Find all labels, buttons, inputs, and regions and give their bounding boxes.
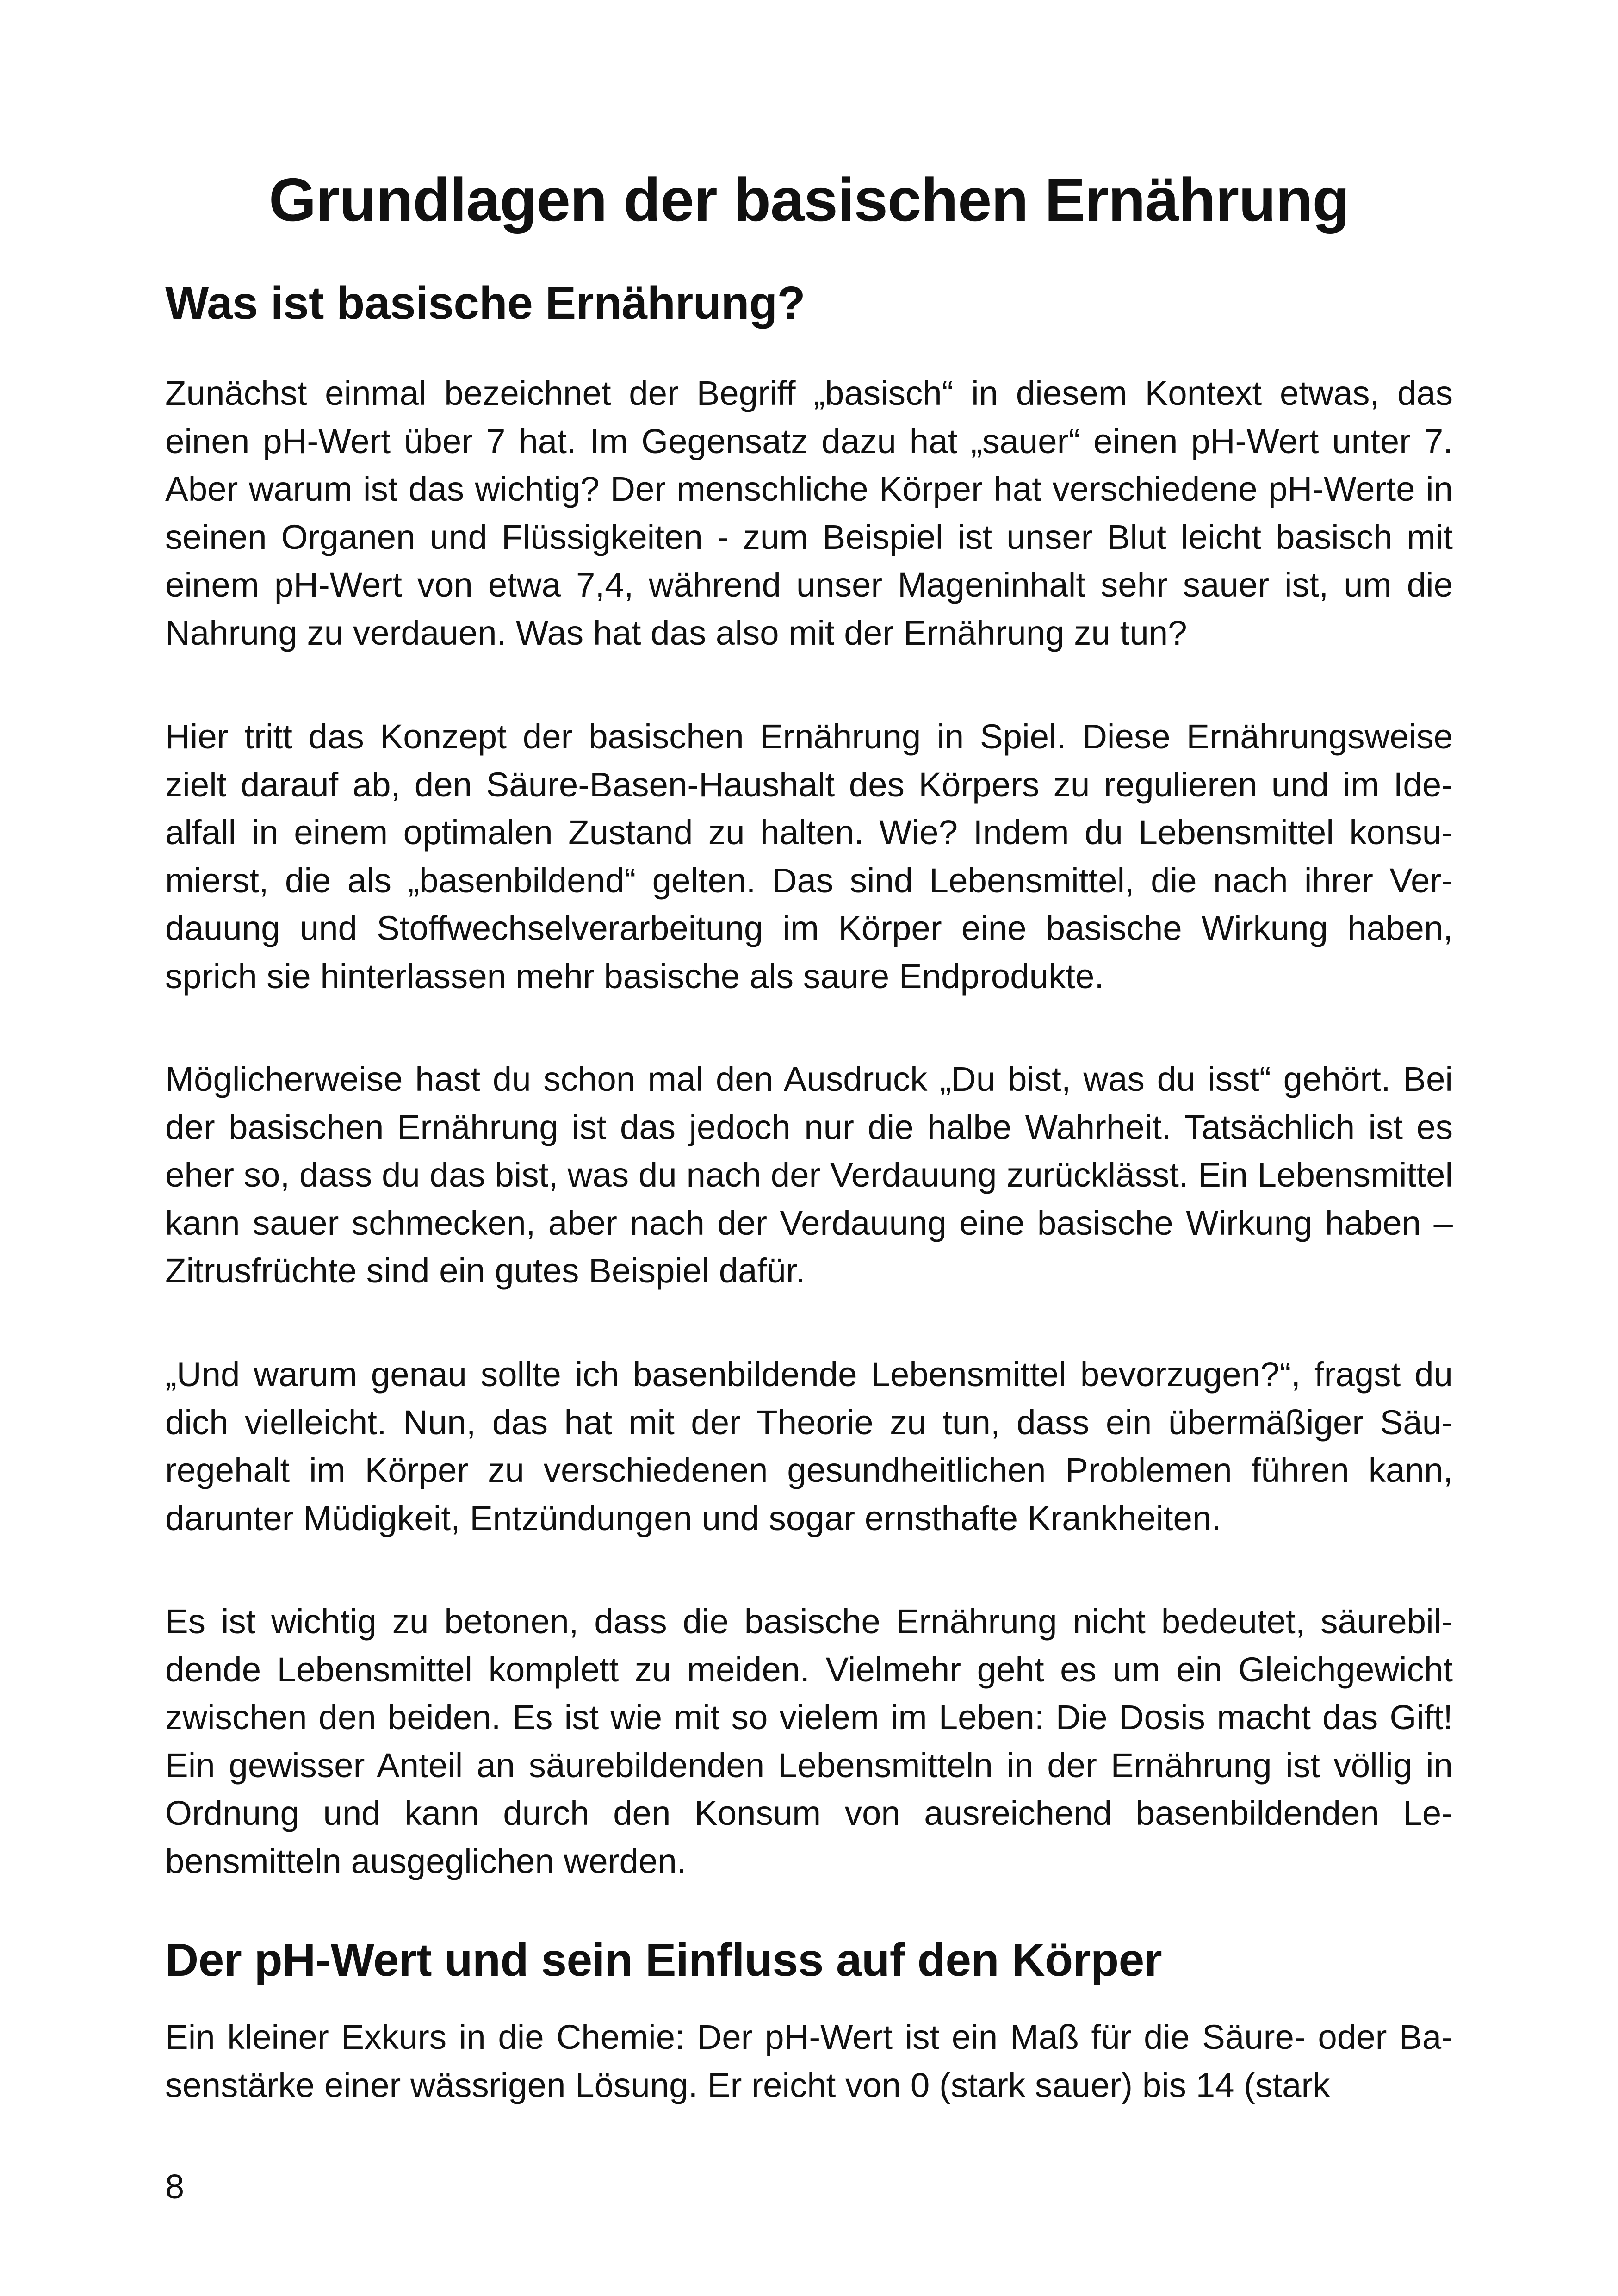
section-heading-ph-wert: Der pH-Wert und sein Einfluss auf den Körper [165,1934,1162,1986]
page-number: 8 [165,2167,185,2206]
paragraph-6: Ein kleiner Exkurs in die Chemie: Der pH-Wert ist ein Maß für die Säure- oder Basenstärke einer wässrigen Lösung. Er reicht von 0 (stark sauer) bis 14 (stark [165,2018,1453,2104]
paragraph-3: Möglicherweise hast du schon mal den Ausdruck „Du bist, was du isst“ gehört. Bei der basischen Ernährung ist das jedoch nur die halbe Wahrheit. Tatsächlich ist es eher so, dass du das bist, was du nach der Verdauung zurücklässt. Ein Lebensmittel kann sauer schmecken, aber nach der Verdauung eine basische Wirkung haben – Zitrusfrüchte sind ein gutes Beispiel dafür. [165,1060,1453,1290]
paragraph-4: „Und warum genau sollte ich basenbildende Lebensmittel bevorzugen?“, fragst du dich vielleicht. Nun, das hat mit der Theorie zu tun, dass ein übermäßiger Säuregehalt im Körper zu verschiedenen gesundheitlichen Problemen führen kann, darunter Müdigkeit, Entzündungen und sogar ernsthafte Krankheiten. [165,1355,1453,1537]
paragraph-2: Hier tritt das Konzept der basischen Ernährung in Spiel. Diese Ernährungsweise zielt darauf ab, den Säure-Basen-Haushalt des Körpers zu regulieren und im Idealfall in einem optimalen Zustand zu halten. Wie? Indem du Lebensmittel konsumierst, die als „basenbildend“ gelten. Das sind Lebensmittel, die nach ihrer Verdauung und Stoffwechselverarbeitung im Körper eine basische Wirkung haben, sprich sie hinterlassen mehr basische als saure Endprodukte. [165,717,1453,996]
section-heading-basische-ernaehrung: Was ist basische Ernährung? [165,277,806,329]
paragraph-5: Es ist wichtig zu betonen, dass die basische Ernährung nicht bedeutet, säurebildende Lebensmittel komplett zu meiden. Vielmehr geht es um ein Gleichgewicht zwischen den beiden. Es ist wie mit so vielem im Leben: Die Dosis macht das Gift! Ein gewisser Anteil an säurebildenden Lebensmitteln in der Ernährung ist völlig in Ordnung und kann durch den Konsum von ausreichend basenbildenden Lebensmitteln ausgeglichen werden. [165,1602,1453,1880]
page-title: Grundlagen der basischen Ernährung [268,166,1350,234]
paragraph-1: Zunächst einmal bezeichnet der Begriff „basisch“ in diesem Kontext etwas, das einen pH-Wert über 7 hat. Im Gegensatz dazu hat „sauer“ einen pH-Wert unter 7. Aber warum ist das wichtig? Der menschliche Körper hat verschiedene pH-Werte in seinen Organen und Flüssigkeiten - zum Beispiel ist unser Blut leicht basisch mit einem pH-Wert von etwa 7,4, während unser Mageninhalt sehr sauer ist, um die Nahrung zu verdauen. Was hat das also mit der Ernährung zu tun? [165,374,1453,652]
